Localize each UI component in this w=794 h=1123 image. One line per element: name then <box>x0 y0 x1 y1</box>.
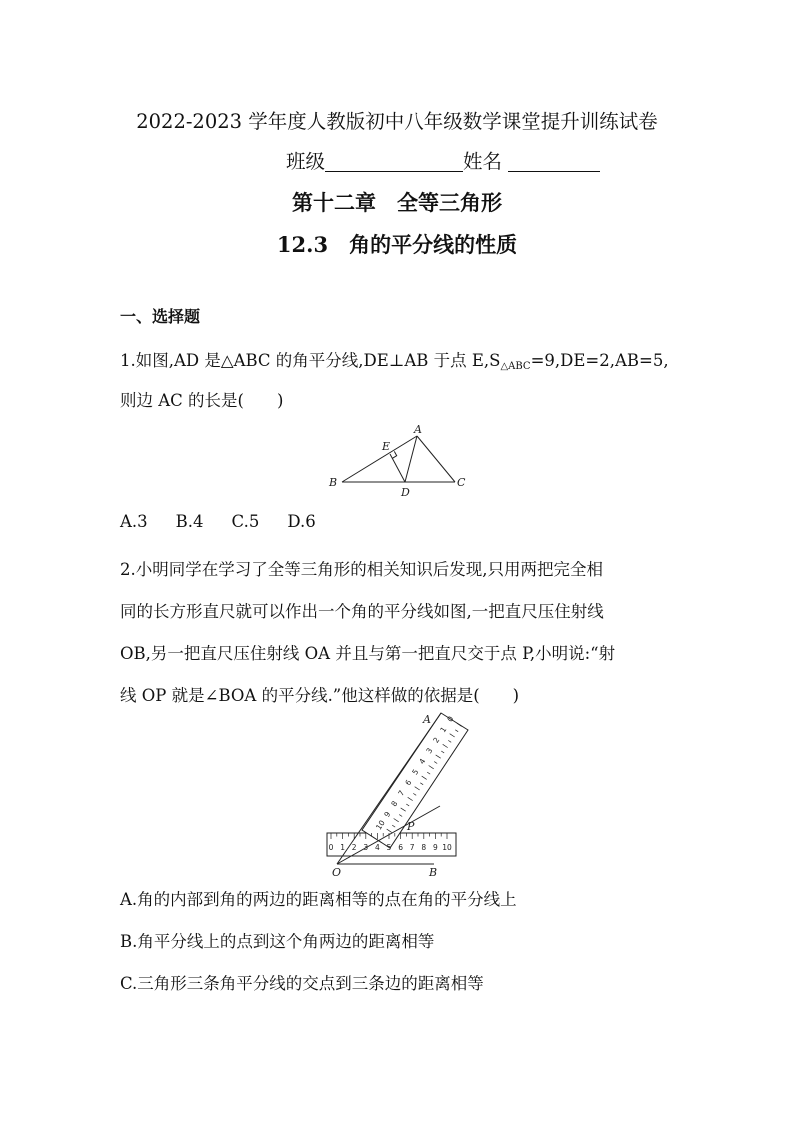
ruler-number: 6 <box>398 843 403 852</box>
tilted-ruler-number: 8 <box>389 799 400 809</box>
label-b2: B <box>429 866 438 879</box>
triangle-figure <box>320 420 480 500</box>
ruler-number: 7 <box>409 843 415 852</box>
tilted-ruler-number: 10 <box>374 818 387 832</box>
ruler-number: 1 <box>340 843 345 852</box>
tilted-ruler-number: 3 <box>424 746 435 756</box>
question-2-line-3: OB,另一把直尺压住射线 OA 并且与第一把直尺交于点 P,小明说:“射 <box>120 644 616 663</box>
question-2-line-1: 2.小明同学在学习了全等三角形的相关知识后发现,只用两把完全相 <box>120 560 603 579</box>
ruler-number: 4 <box>375 843 380 852</box>
ruler-number: 5 <box>386 843 392 852</box>
ruler-number: 2 <box>351 843 357 852</box>
option-d[interactable]: D.6 <box>287 512 316 531</box>
chapter-title: 第十二章 全等三角形 <box>292 190 502 215</box>
question-2-option-a[interactable]: A.角的内部到角的两边的距离相等的点在角的平分线上 <box>120 890 517 909</box>
ruler-number: 8 <box>421 843 427 852</box>
tilted-ruler-number: 6 <box>403 778 414 788</box>
question-1-text-a: 1.如图,AD 是△ABC 的角平分线,DE⊥AB 于点 E,S <box>120 351 501 370</box>
right-angle-mark <box>392 451 396 458</box>
ruler-number: 3 <box>363 843 369 852</box>
question-2-option-b[interactable]: B.角平分线上的点到这个角两边的距离相等 <box>120 932 435 951</box>
class-label: 班级 <box>286 150 326 173</box>
question-2-option-c[interactable]: C.三角形三条角平分线的交点到三条边的距离相等 <box>120 974 484 993</box>
exam-title: 2022-2023 学年度人教版初中八年级数学课堂提升训练试卷 <box>136 110 658 133</box>
option-a[interactable]: A.3 <box>120 512 148 531</box>
ruler-number: 0 <box>328 843 334 852</box>
question-1-line-1 <box>120 347 669 372</box>
label-b: B <box>329 476 338 489</box>
class-blank[interactable] <box>325 151 463 172</box>
tilted-ruler-number: 7 <box>396 788 407 798</box>
question-2-line-2: 同的长方形直尺就可以作出一个角的平分线如图,一把直尺压住射线 <box>120 602 604 621</box>
label-c: C <box>457 476 466 489</box>
option-b[interactable]: B.4 <box>175 512 204 531</box>
tilted-ruler-number: 9 <box>382 809 393 819</box>
label-e: E <box>382 440 391 453</box>
tilted-ruler-number: 0 <box>445 714 456 724</box>
label-p: P <box>407 820 415 833</box>
part-heading: 一、选择题 <box>120 307 201 326</box>
label-d: D <box>401 486 410 499</box>
label-a: A <box>414 423 422 436</box>
label-a2: A <box>423 713 431 726</box>
segment-de <box>390 454 405 482</box>
tilted-ruler-number: 1 <box>438 725 449 735</box>
ruler-figure <box>315 708 475 880</box>
question-1-options <box>120 512 344 531</box>
question-1-line-2: 则边 AC 的长是( ) <box>120 391 284 410</box>
ruler-number: 10 <box>442 843 452 852</box>
option-c[interactable]: C.5 <box>231 512 260 531</box>
class-name-line <box>286 146 600 174</box>
tilted-ruler-number: 4 <box>417 756 428 766</box>
segment-ab <box>342 436 417 482</box>
ruler-number: 9 <box>433 843 438 852</box>
question-2-line-4: 线 OP 就是∠BOA 的平分线.”他这样做的依据是( ) <box>120 686 520 705</box>
label-o: O <box>332 866 342 879</box>
segment-ad <box>405 436 417 482</box>
question-1-text-b: =9,DE=2,AB=5, <box>530 351 669 370</box>
area-subscript: △ABC <box>500 361 531 372</box>
tilted-ruler-number: 5 <box>410 767 421 777</box>
tilted-ruler-number: 2 <box>431 735 442 745</box>
section-title: 12.3 角的平分线的性质 <box>276 232 518 257</box>
segment-ac <box>417 436 455 482</box>
name-blank[interactable] <box>508 151 600 172</box>
name-label: 姓名 <box>463 150 503 173</box>
